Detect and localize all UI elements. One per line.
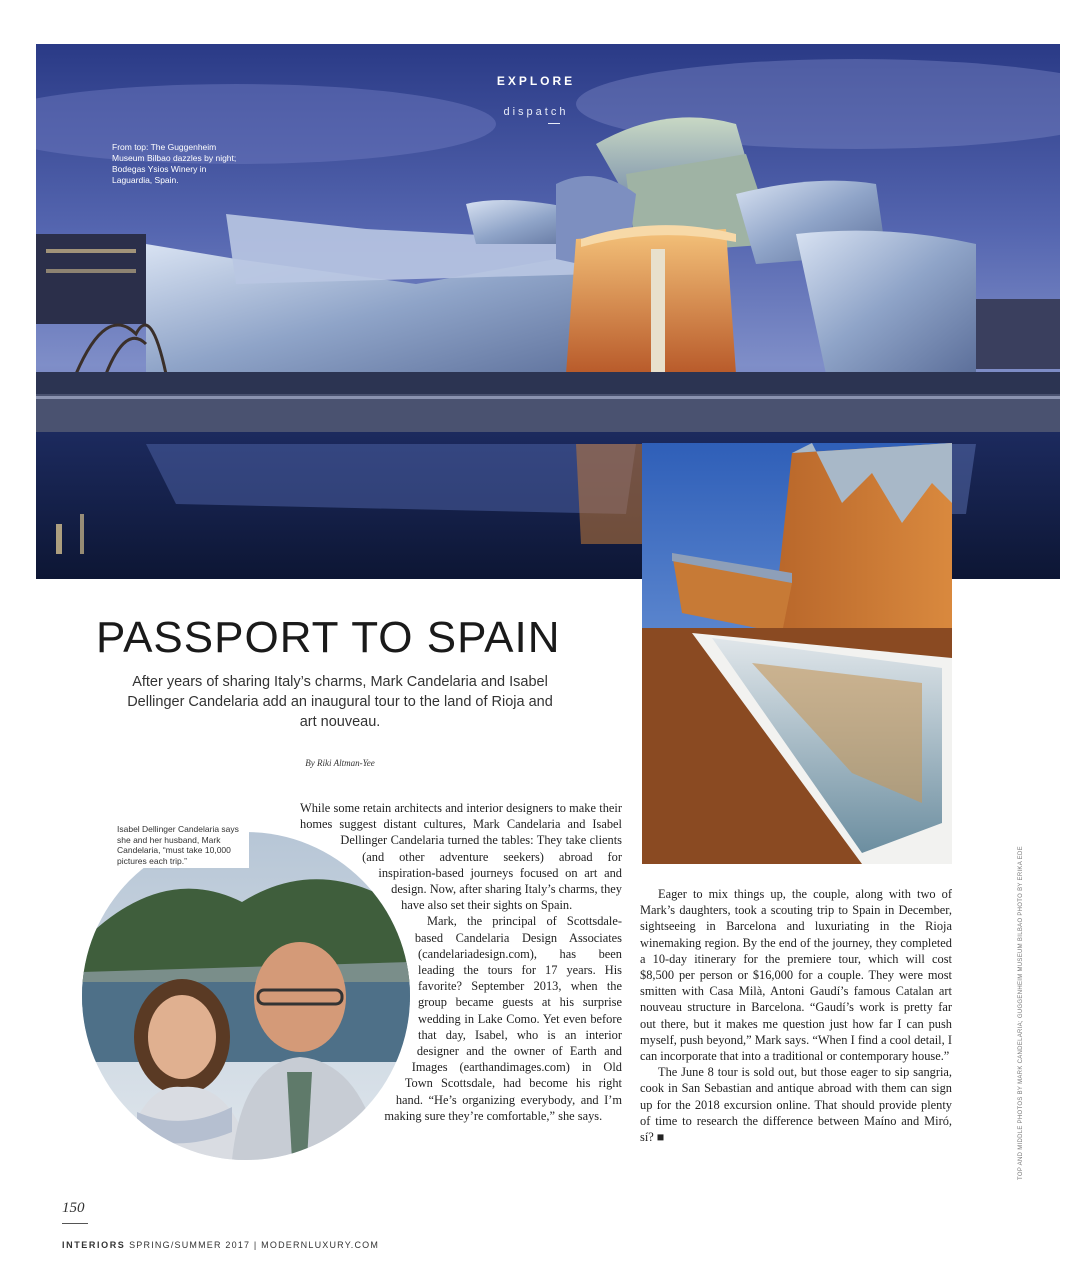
article-title: PASSPORT TO SPAIN [96,613,561,662]
page-number: 150 [62,1200,85,1216]
paragraph: The June 8 tour is sold out, but those eager to sip sangria, cook in San Sebastian and antique abroad with them can sign up for the 2018 excursion online. That should provide plenty of time to research the difference between Maíno and Miró, sí? ■ [640,1065,952,1145]
paragraph: Eager to mix things up, the couple, along with two of Mark’s daughters, took a scouting trip to Spain in December, sightseeing in Barcelona and luxuriating in the Rioja winemaking region. By the end of the journey, they completed a 10-day itinerary for the premiere tour, which will cost $8,500 per person or $16,000 for a couple. They were most smitten with Casa Milà, Antoni Gaudí’s famous Catalan art nouveau structure in Barcelona. “Gaudí’s work is pretty far out there, but it makes me question just how far I can push myself, push beyond,” Mark says. “When I find a cool detail, I can incorporate that into a traditional or contemporary house.” [640,887,952,1064]
section-rule [548,123,560,124]
article-column-1 [82,800,622,1204]
magazine-name: INTERIORS [62,1240,126,1250]
photo-credit: TOP AND MIDDLE PHOTOS BY MARK CANDELARIA; GUGGENHEIM MUSEUM BILBAO PHOTO BY ERIKA EDE [1018,846,1024,1180]
folio-rule [62,1223,88,1224]
issue-info: SPRING/SUMMER 2017 | MODERNLUXURY.COM [129,1240,380,1250]
section-sublabel: dispatch [503,106,569,118]
paragraph: Mark, the principal of Scottsdale-based Candelaria Design Associates (candelariadesign.com), has been leading the tours for 17 years. His favorite? September 2013, when the group became guests at his surprise wedding in Lake Como. Yet even before that day, Isabel, who is an interior designer and the owner of Earth and Images (earthandimages.com) in Old Town Scottsdale, had become his right hand. “He’s organizing everybody, and I’m making sure they’re comfortable,” she says. [384,914,622,1123]
portrait-caption: Isabel Dellinger Candelaria says she and her husband, Mark Candelaria, “must take 10,000 pictures each trip.” [113,822,249,868]
winery-photo [642,443,952,864]
byline: By Riki Altman-Yee [305,758,375,768]
footer [62,1240,379,1250]
article-deck: After years of sharing Italy’s charms, Mark Candelaria and Isabel Dellinger Candelaria add an inaugural tour to the land of Rioja and art nouveau. [127,674,553,730]
hero-caption: From top: The Guggenheim Museum Bilbao dazzles by night; Bodegas Ysios Winery in Laguardia, Spain. [112,142,237,185]
wrap-top [82,800,300,834]
paragraph: While some retain architects and interior designers to make their homes suggest distant cultures, Mark Candelaria and Isabel Dellinger Candelaria turned the tables: They take clients (and other adventure seekers) abroad for inspiration-based journeys focused on art and design. Now, after sharing Italy’s charms, they have also set their sights on Spain. [300,801,622,913]
article-column-2 [640,886,952,1145]
section-label: EXPLORE [496,74,576,88]
wrap-shape [82,868,418,1204]
